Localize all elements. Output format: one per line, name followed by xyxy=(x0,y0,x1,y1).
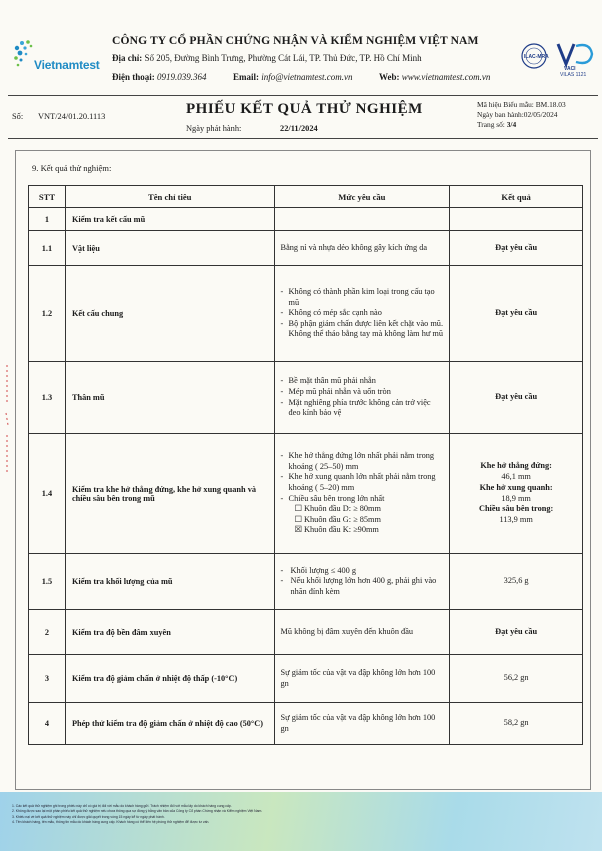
row-result: Đạt yêu cầu xyxy=(450,266,583,362)
page-number-value: 3/4 xyxy=(506,120,517,129)
form-metadata xyxy=(477,100,566,130)
row-stt: 1.1 xyxy=(29,231,66,266)
row-name: Kiểm tra độ giảm chấn ở nhiệt độ thấp (-10°C) xyxy=(65,655,274,703)
result-label: Khe hở thẳng đứng: xyxy=(480,461,552,471)
form-code-value: BM.18.03 xyxy=(535,100,566,109)
requirement-item: - Khe hở thẳng đứng lớn nhất phải nằm trong khoảng ( 25–50) mm xyxy=(281,451,444,472)
accreditation-badges xyxy=(520,40,598,80)
requirement-option: ☐ Khuôn đầu G: ≥ 85mm xyxy=(294,514,381,524)
email-value: info@vietnamtest.com.vn xyxy=(261,72,353,82)
report-title: PHIẾU KẾT QUẢ THỬ NGHIỆM xyxy=(186,101,423,117)
requirement-item: - Không có thành phần kim loại trong cấu tạo mũ xyxy=(281,287,444,308)
phone-label: Điện thoại: xyxy=(112,72,155,82)
row-result: 58,2 gn xyxy=(450,703,583,745)
row-name: Thân mũ xyxy=(65,362,274,434)
footer-note: 4. Tên khách hàng, tên mẫu, thông tin mẫu do khách hàng cung cấp. Khách hàng có thể liên hệ phòng thử nghiệm để được tư vấn. xyxy=(12,820,210,825)
requirement-item: - Mặt nghiêng phía trước không cản trở việc đeo kính bảo vệ xyxy=(281,398,444,419)
table-header-row xyxy=(29,186,583,208)
address-value: Số 205, Đường Bình Trưng, Phường Cát Lái, TP. Thủ Đức, TP. Hồ Chí Minh xyxy=(144,53,422,63)
company-address xyxy=(112,53,422,63)
badge-right-subtext: VILAS 1121 xyxy=(560,72,587,78)
table-row xyxy=(29,362,583,434)
row-result: 325,6 g xyxy=(450,554,583,610)
footer-notes xyxy=(12,804,532,826)
web-label: Web: xyxy=(379,72,400,82)
requirement-item: - Bề mặt thân mũ phải nhẵn xyxy=(281,376,444,387)
header-name: Tên chỉ tiêu xyxy=(65,186,274,208)
email-label: Email: xyxy=(233,72,259,82)
requirement-item: - Nếu khối lượng lớn hơn 400 g, phải ghi vào nhãn đính kèm xyxy=(281,576,444,597)
row-result xyxy=(450,434,583,554)
address-label: Địa chỉ: xyxy=(112,53,143,63)
row-name: Phép thử kiểm tra độ giảm chấn ở nhiệt độ cao (50°C) xyxy=(65,703,274,745)
row-requirement: Bằng nỉ và nhựa dẻo không gây kích ứng da xyxy=(274,231,450,266)
row-stt: 3 xyxy=(29,655,66,703)
table-row xyxy=(29,610,583,655)
footer-note: 2. Không được sao lại một phần phiếu kết quả thử nghiệm nếu chưa thông qua sự đồng ý bằng văn bản của Công ty Cổ phần Chứng nhận và Kiểm nghiệm Việt Nam. xyxy=(12,809,263,814)
row-requirement: Sự giảm tốc của vật va đập không lớn hơn 100 gn xyxy=(274,703,450,745)
requirement-item: - Khối lượng ≤ 400 g xyxy=(281,566,444,577)
requirement-option: ☐ Khuôn đầu D: ≥ 80mm xyxy=(294,504,381,514)
effective-date-label: Ngày ban hành: xyxy=(477,110,524,119)
row-name: Kiểm tra khe hở thẳng đứng, khe hở xung quanh và chiều sâu bên trong mũ xyxy=(65,434,274,554)
result-value: 46,1 mm xyxy=(501,471,531,481)
requirement-item: - Khe hở xung quanh lớn nhất phải nằm trong khoảng ( 5–20) mm xyxy=(281,472,444,493)
badge-left-text: ILAC-MRA xyxy=(524,54,549,60)
row-stt: 2 xyxy=(29,610,66,655)
requirement-option: ☒ Khuôn đầu K: ≥90mm xyxy=(294,525,379,535)
company-contact xyxy=(112,72,490,82)
row-name: Kiểm tra khối lượng của mũ xyxy=(65,554,274,610)
requirement-item: - Chiều sâu bên trong lớn nhất xyxy=(281,494,444,505)
red-stamp-mark-icon xyxy=(4,365,10,475)
requirement-item: - Không có mép sắc cạnh nào xyxy=(281,308,444,319)
badge-right-text: VACI xyxy=(564,66,576,72)
footer-band xyxy=(0,792,602,851)
report-number-value: VNT/24/01.20.1113 xyxy=(38,112,106,121)
row-requirement: Mũ không bị đâm xuyên đến khuôn đầu xyxy=(274,610,450,655)
header-stt: STT xyxy=(29,186,66,208)
table-row xyxy=(29,434,583,554)
row-name: Kiểm tra kết cấu mũ xyxy=(65,208,274,231)
result-value: 18,9 mm xyxy=(501,493,531,503)
table-row xyxy=(29,554,583,610)
company-name: CÔNG TY CỔ PHẦN CHỨNG NHẬN VÀ KIỂM NGHIỆM VIỆT NAM xyxy=(112,34,479,47)
row-stt: 1.5 xyxy=(29,554,66,610)
footer-note: 3. Khiếu nại về kết quả thử nghiệm này chỉ được giải quyết trong vòng 15 ngày kể từ ngày phát hành. xyxy=(12,814,165,819)
row-result: Đạt yêu cầu xyxy=(450,610,583,655)
row-requirement xyxy=(274,554,450,610)
row-name: Kiểm tra độ bền đâm xuyên xyxy=(65,610,274,655)
report-number-label: Số: xyxy=(12,112,24,121)
report-title-band xyxy=(8,95,598,139)
table-row xyxy=(29,655,583,703)
requirement-item: - Bộ phận giảm chấn được liên kết chặt vào mũ. Không thể tháo bằng tay mà không làm hư mũ xyxy=(281,319,444,340)
row-stt: 1.3 xyxy=(29,362,66,434)
web-value: www.vietnamtest.com.vn xyxy=(401,72,491,82)
section-title: 9. Kết quả thử nghiệm: xyxy=(32,163,112,173)
issue-date-value: 22/11/2024 xyxy=(280,124,318,133)
result-label: Chiều sâu bên trong: xyxy=(478,504,554,514)
effective-date-value: 02/05/2024 xyxy=(523,110,558,119)
form-code-label: Mã hiệu Biểu mẫu: xyxy=(477,100,534,109)
row-requirement xyxy=(274,362,450,434)
row-requirement xyxy=(274,208,450,231)
result-value: 113,9 mm xyxy=(499,515,533,525)
row-stt: 1.2 xyxy=(29,266,66,362)
table-row xyxy=(29,231,583,266)
company-logo xyxy=(8,36,100,88)
row-result: Đạt yêu cầu xyxy=(450,362,583,434)
row-stt: 4 xyxy=(29,703,66,745)
row-name: Vật liệu xyxy=(65,231,274,266)
requirement-item: - Mép mũ phải nhẵn và uốn tròn xyxy=(281,387,444,398)
row-requirement xyxy=(274,434,450,554)
row-name: Kết cấu chung xyxy=(65,266,274,362)
issue-date-label: Ngày phát hành: xyxy=(186,124,242,133)
row-result: 56,2 gn xyxy=(450,655,583,703)
results-table xyxy=(28,185,583,745)
result-label: Khe hở xung quanh: xyxy=(479,482,553,492)
page-number-label: Trang số: xyxy=(477,120,505,129)
row-requirement: Sự giảm tốc của vật va đập không lớn hơn 100 gn xyxy=(274,655,450,703)
row-stt: 1 xyxy=(29,208,66,231)
row-result: Đạt yêu cầu xyxy=(450,231,583,266)
footer-note: 1. Các kết quả thử nghiệm ghi trong phiếu này chỉ có giá trị đối với mẫu do khách hàng gửi. Trách nhiệm đối với mẫu lấy do khách hàng cung cấp. xyxy=(12,804,232,808)
header-result: Kết quả xyxy=(450,186,583,208)
table-row xyxy=(29,703,583,745)
phone-value: 0919.039.364 xyxy=(157,72,207,82)
table-row xyxy=(29,266,583,362)
logo-text: Vietnamtest xyxy=(34,58,100,72)
row-requirement xyxy=(274,266,450,362)
row-stt: 1.4 xyxy=(29,434,66,554)
header-requirement: Mức yêu cầu xyxy=(274,186,450,208)
row-result xyxy=(450,208,583,231)
table-row xyxy=(29,208,583,231)
